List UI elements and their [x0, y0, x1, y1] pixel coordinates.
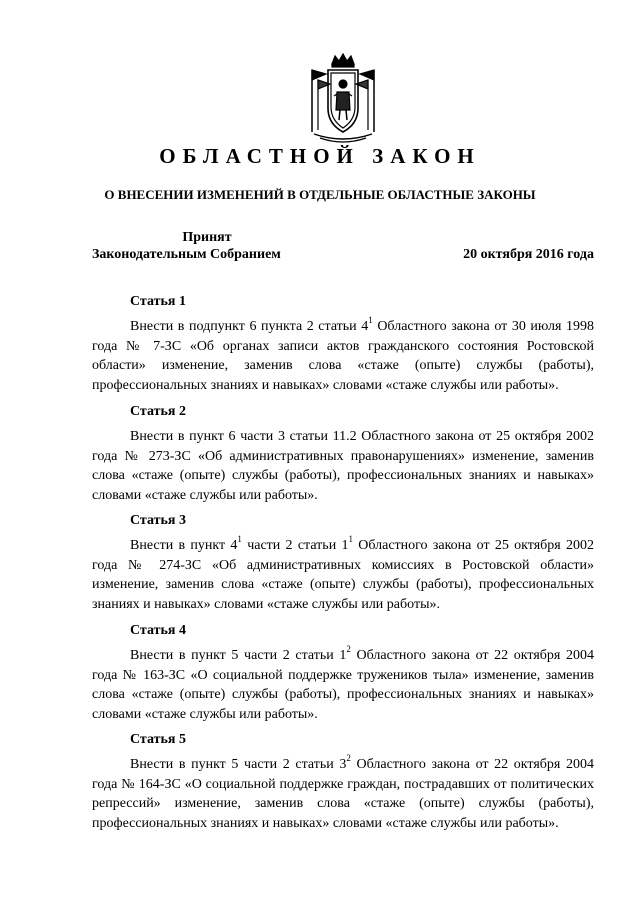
adopted-label: Принят [182, 230, 232, 245]
article-heading: Статья 2 [130, 404, 186, 419]
article-heading: Статья 5 [130, 732, 186, 747]
article-1 [92, 293, 594, 396]
article-heading: Статья 1 [130, 294, 186, 309]
article-text: Внести в пункт $4^1$ части 2 статьи $1^1$ Областного закона от 25 октября 2002 года № 274-ЗС «Об административных комиссиях в Ростовской области» изменение, заменив слова «стаже (опыте) службы (работы), профессиональных знаниях и навыках» словами «стаже службы или работы». [92, 534, 594, 613]
article-heading: Статья 4 [130, 623, 186, 638]
article-text: Внести в пункт 5 части 2 статьи $3^2$ Областного закона от 22 октября 2004 года № 164-ЗС «О социальной поддержке граждан, пострадавших от политических репрессий» изменение, заменив слова «стаже (опыте) службы (работы), профессиональных знаниях и навыках» словами «стаже службы или работы». [92, 753, 594, 832]
article-text: Внести в пункт 6 части 3 статьи 11.2 Областного закона от 25 октября 2002 года № 273-ЗС «Об административных правонарушениях» изменение, заменив слова «стаже (опыте) службы (работы), профессиональных знаниях и навыках» словами «стаже службы или работы». [92, 429, 594, 504]
coat-of-arms-icon [304, 52, 382, 144]
document-subtitle: О ВНЕСЕНИИ ИЗМЕНЕНИЙ В ОТДЕЛЬНЫЕ ОБЛАСТНЫЕ ЗАКОНЫ [104, 187, 536, 202]
article-text: Внести в пункт 5 части 2 статьи $1^2$ Областного закона от 22 октября 2004 года № 163-ЗС «О социальной поддержке тружеников тыла» изменение, заменив слова «стаже (опыте) службы (работы), профессиональных знаниях и навыках» словами «стаже службы или работы». [92, 644, 594, 723]
article-3 [92, 512, 594, 615]
document-title: ОБЛАСТНОЙ ЗАКОН [159, 144, 481, 168]
article-heading: Статья 3 [130, 513, 186, 528]
adopted-date: 20 октября 2016 года [463, 247, 594, 262]
article-text: Внести в подпункт 6 пункта 2 статьи $4^1$ Областного закона от 30 июля 1998 года № 7-ЗС «Об органах записи актов гражданского состояния Ростовской области» изменение, заменив слова «стаже (опыте) службы (работы), профессиональных знаниях и навыках» словами «стаже службы или работы». [92, 315, 595, 394]
article-2 [92, 403, 594, 506]
article-5 [92, 731, 594, 834]
adopted-by-label: Законодательным Собранием [92, 247, 281, 262]
article-4 [92, 622, 594, 725]
